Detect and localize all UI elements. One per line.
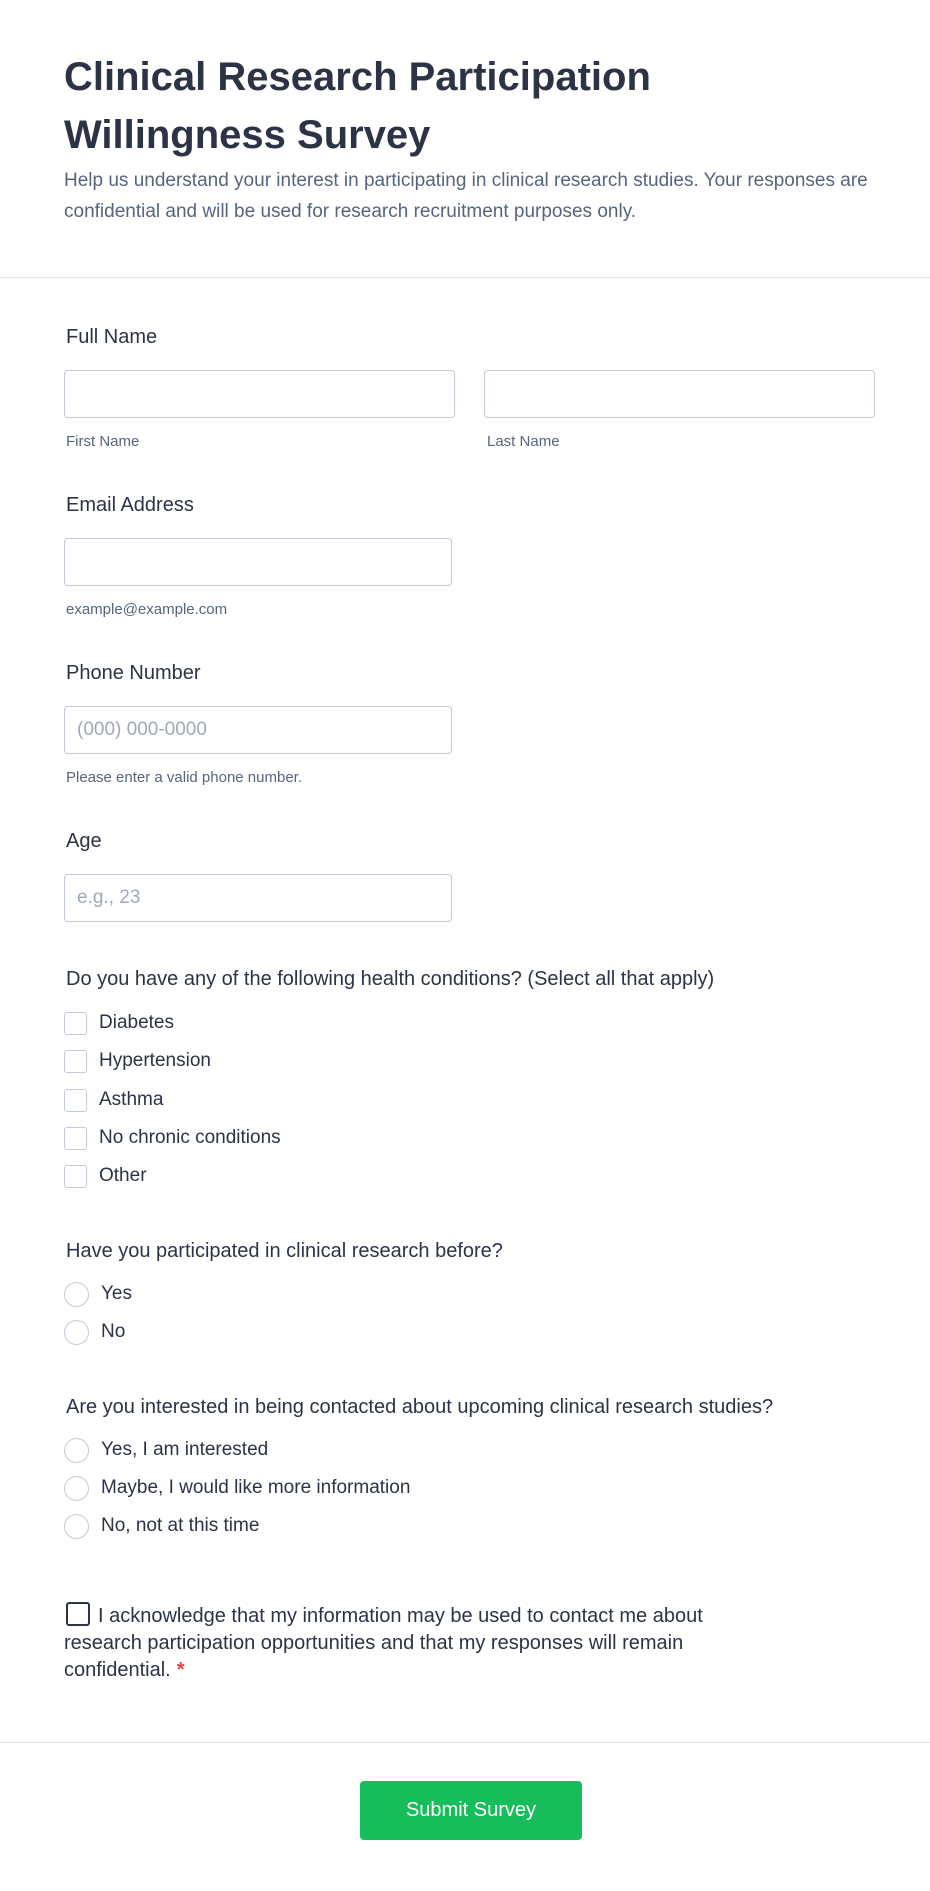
checkbox[interactable] [64,1089,87,1112]
first-name-input[interactable] [64,370,455,418]
health-question: Do you have any of the following health conditions? (Select all that apply) [66,968,715,990]
option-label: Maybe, I would like more information [101,1477,411,1498]
contact-question: Are you interested in being contacted about upcoming clinical research studies? [66,1396,774,1418]
prior-question: Have you participated in clinical research before? [66,1240,503,1262]
acknowledge-text: I acknowledge that my information may be used to contact me about research participation opportunities and that my responses will remain confidential. [64,1605,703,1681]
acknowledge-checkbox[interactable] [66,1602,90,1626]
health-option-asthma[interactable] [64,1086,163,1114]
radio-button[interactable] [64,1514,89,1539]
option-label: Diabetes [99,1012,174,1033]
phone-input[interactable] [64,706,452,754]
first-name-sublabel: First Name [66,433,140,450]
contact-option-yes[interactable] [64,1436,268,1464]
option-label: No, not at this time [101,1515,260,1536]
radio-button[interactable] [64,1282,89,1307]
option-label: Other [99,1165,147,1186]
prior-option-yes[interactable] [64,1280,132,1308]
phone-sublabel: Please enter a valid phone number. [66,769,302,786]
option-label: Asthma [99,1089,164,1110]
acknowledgement [64,1602,784,1684]
health-option-diabetes[interactable] [64,1009,174,1037]
contact-option-maybe[interactable] [64,1474,410,1502]
prior-option-no[interactable] [64,1318,125,1346]
age-label: Age [66,830,102,852]
last-name-input[interactable] [484,370,875,418]
page-subtitle: Help us understand your interest in participating in clinical research studies. Your responses are confidential and will be used for research recruitment purposes only. [64,170,868,222]
full-name-label: Full Name [66,326,158,348]
checkbox[interactable] [64,1127,87,1150]
radio-button[interactable] [64,1320,89,1345]
radio-button[interactable] [64,1438,89,1463]
option-label: Yes [101,1283,132,1304]
age-input[interactable] [64,874,452,922]
contact-option-no[interactable] [64,1512,259,1540]
checkbox[interactable] [64,1050,87,1073]
health-option-hypertension[interactable] [64,1047,211,1075]
health-option-no-chronic[interactable] [64,1124,281,1152]
email-sublabel: example@example.com [66,601,228,618]
page-title: Clinical Research Participation Willingness Survey [64,55,651,157]
option-label: No chronic conditions [99,1127,281,1148]
option-label: Yes, I am interested [101,1439,269,1460]
option-label: Hypertension [99,1050,211,1071]
option-label: No [101,1321,126,1342]
email-label: Email Address [66,494,194,516]
form-header [0,0,930,278]
checkbox[interactable] [64,1012,87,1035]
radio-button[interactable] [64,1476,89,1501]
phone-label: Phone Number [66,662,201,684]
required-asterisk: * [176,1659,185,1681]
email-input[interactable] [64,538,452,586]
submit-button[interactable]: Submit Survey [360,1781,582,1840]
checkbox[interactable] [64,1165,87,1188]
health-option-other[interactable] [64,1162,147,1190]
last-name-sublabel: Last Name [487,433,560,450]
